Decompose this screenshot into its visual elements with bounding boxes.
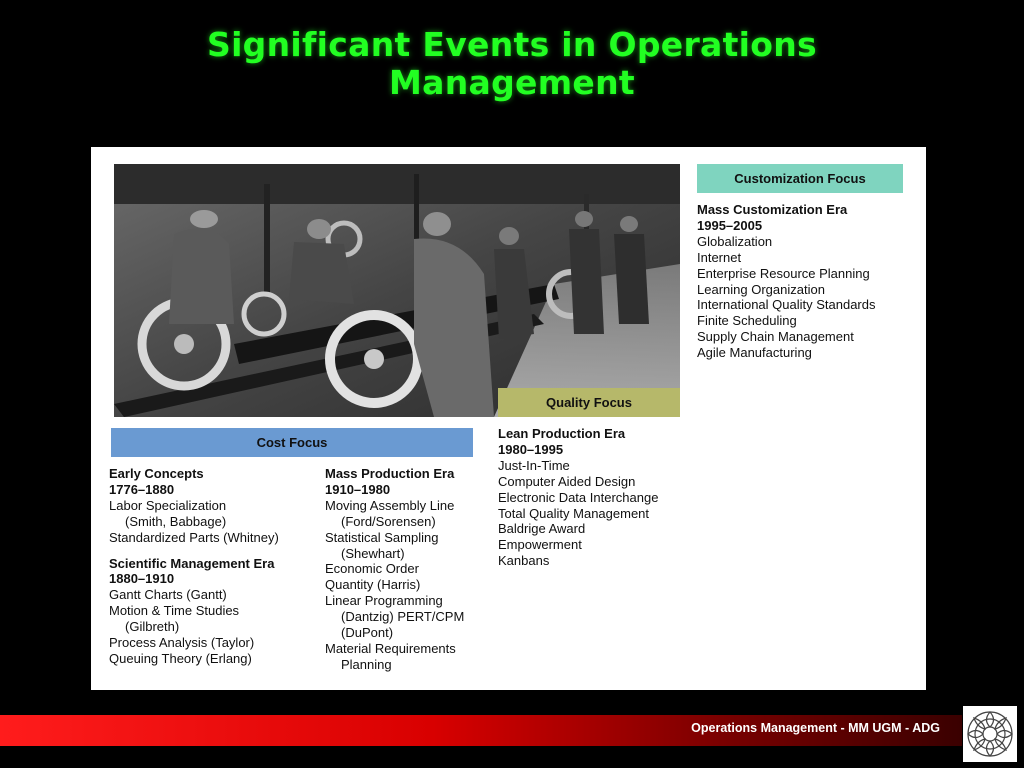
era-heading: Mass Production Era (325, 466, 455, 481)
list-item: Statistical Sampling (325, 529, 439, 545)
era-heading: Scientific Management Era (109, 555, 275, 571)
list-item: (Smith, Babbage) (125, 513, 227, 529)
footer-text: Operations Management - MM UGM - ADG (691, 721, 940, 735)
list-item: Moving Assembly Line (325, 497, 455, 513)
list-item: Empowerment (498, 537, 582, 553)
era-years: 1910–1980 (325, 481, 391, 497)
customization-era-list (697, 202, 876, 361)
list-item: International Quality Standards (697, 297, 876, 313)
list-item: (Dantzig) PERT/CPM (341, 609, 465, 625)
list-item: Agile Manufacturing (697, 345, 812, 361)
list-item: Supply Chain Management (697, 329, 854, 345)
list-item: Internet (697, 249, 742, 265)
list-item: Enterprise Resource Planning (697, 265, 870, 281)
slide-title-line-1: Significant Events in Operations (207, 25, 817, 64)
customization-focus-band: Customization Focus (697, 164, 903, 193)
list-item: Globalization (697, 233, 773, 249)
list-item: Labor Specialization (109, 497, 227, 513)
era-years: 1776–1880 (109, 481, 175, 497)
list-item: (DuPont) (341, 625, 394, 641)
assembly-line-photo (114, 164, 680, 417)
list-item: Computer Aided Design (498, 473, 636, 489)
assembly-line-photo-image (114, 164, 680, 417)
list-item: Gantt Charts (Gantt) (109, 587, 227, 603)
era-years: 1995–2005 (697, 217, 763, 233)
list-item: Economic Order (325, 561, 419, 577)
era-years: 1980–1995 (498, 441, 564, 457)
era-heading: Lean Production Era (498, 426, 626, 441)
list-item: Finite Scheduling (697, 313, 797, 329)
cost-focus-band: Cost Focus (111, 428, 473, 457)
university-seal-icon (963, 706, 1017, 762)
list-item: Quantity (Harris) (325, 577, 421, 593)
era-heading: Mass Customization Era (697, 202, 848, 217)
list-item: Planning (341, 656, 392, 672)
list-item: Material Requirements (325, 640, 456, 656)
era-heading: Early Concepts (109, 466, 204, 481)
list-item: Queuing Theory (Erlang) (109, 650, 252, 666)
mass-production-list (325, 466, 464, 673)
early-concepts-list (109, 466, 279, 667)
list-item: Total Quality Management (498, 505, 650, 521)
list-item: (Gilbreth) (125, 619, 180, 635)
quality-focus-band: Quality Focus (498, 388, 680, 417)
list-item: Standardized Parts (Whitney) (109, 529, 279, 545)
slide-title (0, 26, 1024, 102)
era-years: 1880–1910 (109, 571, 175, 587)
list-item: Electronic Data Interchange (498, 489, 659, 505)
timeline-figure (91, 147, 926, 690)
list-item: Motion & Time Studies (109, 603, 240, 619)
list-item: Linear Programming (325, 593, 443, 609)
slide-title-line-2: Management (389, 63, 635, 102)
list-item: Process Analysis (Taylor) (109, 635, 255, 651)
list-item: Learning Organization (697, 281, 825, 297)
list-item: Just-In-Time (498, 457, 570, 473)
list-item: (Shewhart) (341, 545, 405, 561)
list-item: (Ford/Sorensen) (341, 513, 436, 529)
list-item: Baldrige Award (498, 521, 586, 537)
quality-era-list (498, 426, 658, 569)
list-item: Kanbans (498, 553, 550, 569)
